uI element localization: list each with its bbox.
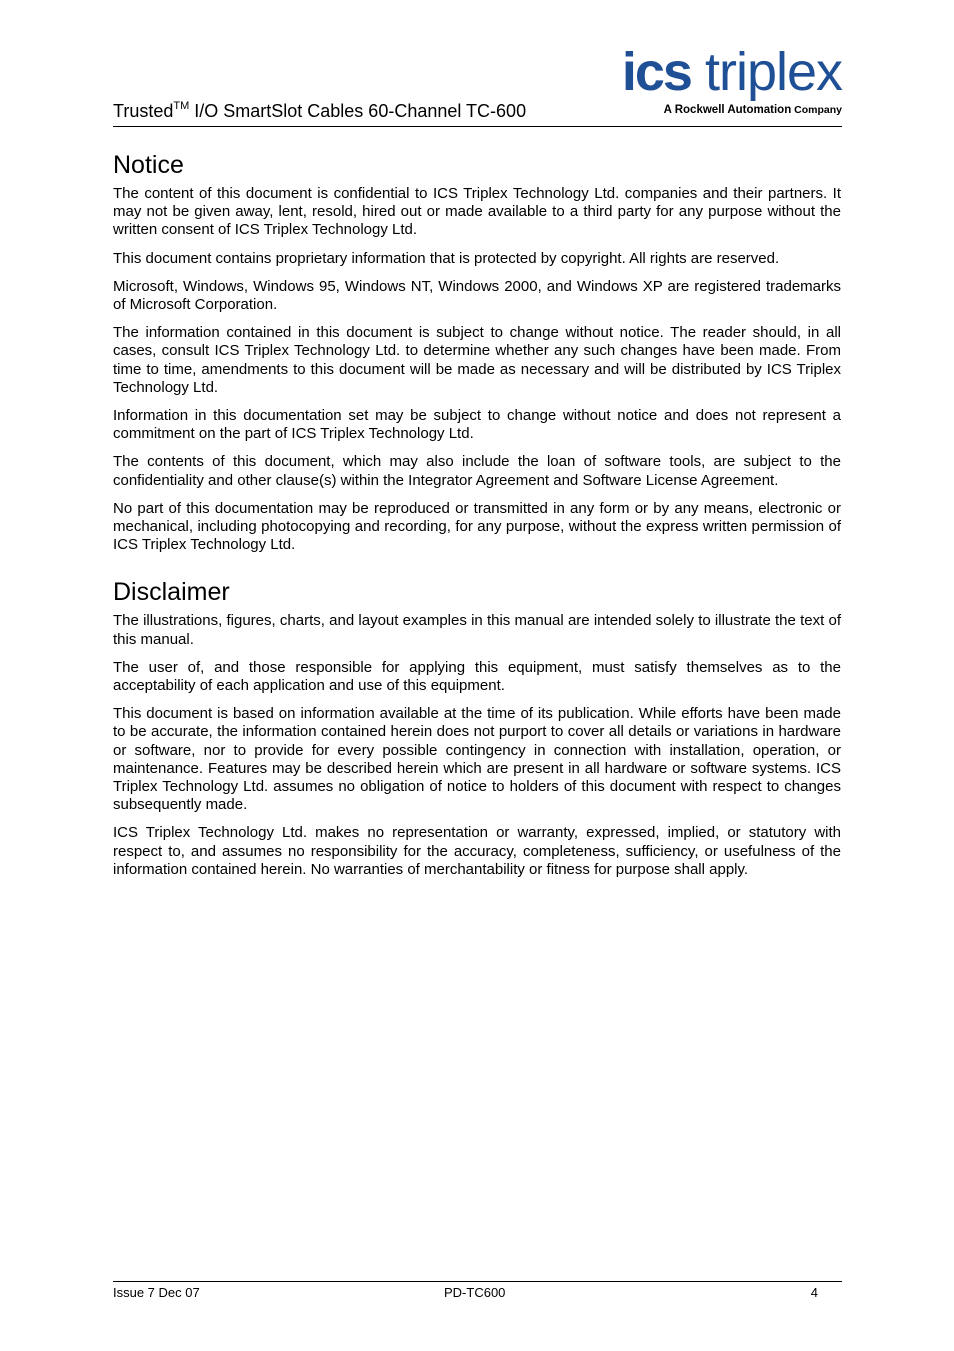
disclaimer-heading: Disclaimer xyxy=(113,578,230,607)
notice-paragraph: The content of this document is confidential to ICS Triplex Technology Ltd. companies and their partners. It may not be given away, lent, resold, hired out or made available to a third party for any purpose without the written consent of ICS Triplex Technology Ltd. xyxy=(113,185,841,239)
page-header xyxy=(113,40,842,127)
disclaimer-paragraph: The user of, and those responsible for applying this equipment, must satisfy themselves as to the acceptability of each application and use of this equipment. xyxy=(113,658,841,695)
trademark-superscript: TM xyxy=(173,100,190,112)
disclaimer-section xyxy=(113,577,841,879)
logo-word-ics: ics xyxy=(621,42,691,102)
disclaimer-paragraph: This document is based on information available at the time of its publication. While efforts have been made to be accurate, the information contained herein does not purport to cover all details or variations in hardware or software, nor to provide for every possible contingency in connection with installation, operation, or maintenance. Features may be described herein which are present in all hardware or software systems. ICS Triplex Technology Ltd. assumes no obligation of notice to holders of this document with respect to changes subsequently made. xyxy=(113,705,841,814)
notice-section xyxy=(113,150,841,554)
footer-document-id: PD-TC600 xyxy=(444,1285,506,1300)
notice-paragraph: This document contains proprietary information that is protected by copyright. All rights are reserved. xyxy=(113,249,780,267)
notice-heading: Notice xyxy=(113,151,184,179)
ics-triplex-logo xyxy=(610,42,842,120)
notice-paragraph: The information contained in this document is subject to change without notice. The reader should, in all cases, consult ICS Triplex Technology Ltd. to determine whether any such changes have been made. From time to time, amendments to this document will be made as necessary and will be distributed by ICS Triplex Technology Ltd. xyxy=(113,324,841,396)
footer-page-number: 4 xyxy=(810,1285,818,1300)
disclaimer-paragraph: The illustrations, figures, charts, and layout examples in this manual are intended solely to illustrate the text of this manual. xyxy=(113,612,841,648)
notice-paragraph: No part of this documentation may be reproduced or transmitted in any form or by any means, electronic or mechanical, including photocopying and recording, for any purpose, without the express written permission of ICS Triplex Technology Ltd. xyxy=(113,499,841,554)
notice-paragraph: Microsoft, Windows, Windows 95, Windows NT, Windows 2000, and Windows XP are registered trademarks of Microsoft Corporation. xyxy=(113,277,841,314)
logo-tagline-rest: Company xyxy=(791,104,842,116)
logo-word-triplex: triplex xyxy=(690,42,842,102)
notice-paragraph: Information in this documentation set may be subject to change without notice and does not represent a commitment on the part of ICS Triplex Technology Ltd. xyxy=(113,407,841,443)
logo-wordmark xyxy=(622,42,842,102)
document-title-prefix: Trusted xyxy=(113,101,174,121)
document-title-rest: I/O SmartSlot Cables 60-Channel TC-600 xyxy=(189,101,527,121)
logo-tagline xyxy=(664,103,842,117)
notice-paragraph: The contents of this document, which may also include the loan of software tools, are subject to the confidentiality and other clause(s) within the Integrator Agreement and Software License Agreement. xyxy=(113,453,841,489)
page-content xyxy=(113,150,841,889)
footer-issue: Issue 7 Dec 07 xyxy=(113,1285,200,1300)
document-title xyxy=(113,100,526,125)
page-footer xyxy=(113,1281,842,1302)
logo-tagline-bold: A Rockwell Automation xyxy=(663,104,792,116)
disclaimer-paragraph: ICS Triplex Technology Ltd. makes no representation or warranty, expressed, implied, or statutory with respect to, and assumes no responsibility for the accuracy, completeness, sufficiency, or usefulness of the information contained herein. No warranties of merchantability or fitness for purpose shall apply. xyxy=(113,824,841,878)
